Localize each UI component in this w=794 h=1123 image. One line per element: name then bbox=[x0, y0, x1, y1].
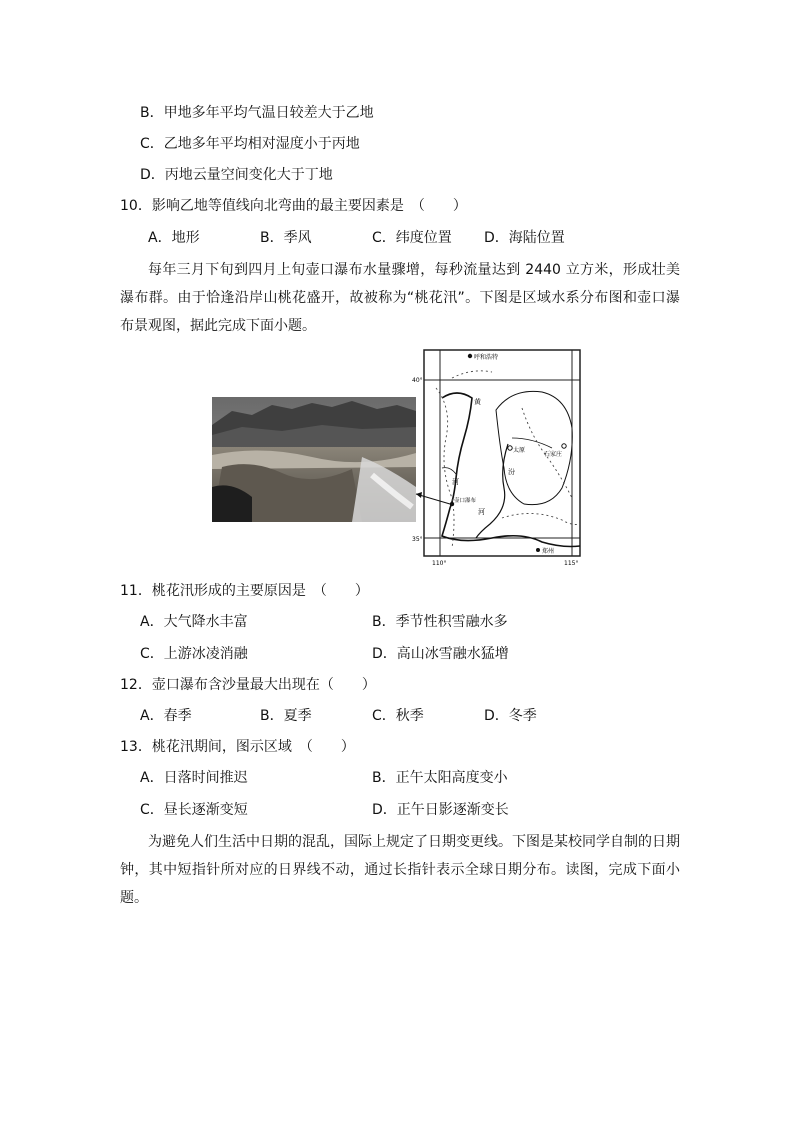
q13-option-d: D．正午日影逐渐变长 bbox=[372, 802, 509, 818]
q10-option-c: C．纬度位置 bbox=[372, 230, 452, 246]
q10-option-b: B．季风 bbox=[260, 230, 312, 246]
tick-lat40: 40° bbox=[412, 377, 423, 384]
tick-lon115: 115° bbox=[564, 560, 579, 567]
label-taiyuan: 太原 bbox=[513, 447, 526, 454]
passage-date-line bbox=[120, 828, 680, 912]
q12-option-d: D．冬季 bbox=[484, 708, 537, 724]
passage-peach-flood bbox=[120, 256, 680, 340]
q13-option-a: A．日落时间推迟 bbox=[140, 770, 248, 786]
label-river-he: 河 bbox=[452, 478, 459, 486]
q13-option-c: C．昼长逐渐变短 bbox=[140, 802, 248, 818]
q11-stem: 11．桃花汛形成的主要原因是 （ ） bbox=[120, 583, 369, 599]
q11-option-c: C．上游冰凌消融 bbox=[140, 646, 248, 662]
label-hohhot: 呼和浩特 bbox=[474, 354, 499, 361]
q13-stem: 13．桃花汛期间，图示区域 （ ） bbox=[120, 739, 355, 755]
q11-option-d: D．高山冰雪融水猛增 bbox=[372, 646, 509, 662]
zhengzhou-marker bbox=[536, 548, 540, 552]
passage-text: 为避免人们生活中日期的混乱，国际上规定了日期变更线。下图是某校同学自制的日期钟，其中短指针所对应的日界线不动，通过长指针表示全球日期分布。读图，完成下面小题。 bbox=[120, 834, 680, 906]
tick-lat35: 35° bbox=[412, 536, 423, 543]
q12-option-b: B．夏季 bbox=[260, 708, 312, 724]
label-river-he2: 河 bbox=[478, 508, 485, 516]
label-hukou: 壶口瀑布 bbox=[454, 498, 477, 504]
q12-option-c: C．秋季 bbox=[372, 708, 424, 724]
q10-option-d: D．海陆位置 bbox=[484, 230, 565, 246]
shijiazhuang-marker bbox=[562, 444, 566, 448]
hohhot-marker bbox=[468, 354, 472, 358]
regional-river-map bbox=[412, 348, 584, 570]
q9-option-b: B．甲地多年平均气温日较差大于乙地 bbox=[140, 105, 374, 121]
label-zhengzhou: 郑州 bbox=[542, 548, 555, 555]
q11-option-b: B．季节性积雪融水多 bbox=[372, 614, 508, 630]
q10-stem: 10．影响乙地等值线向北弯曲的最主要因素是 （ ） bbox=[120, 198, 467, 214]
label-river-fen: 汾 bbox=[508, 468, 515, 476]
label-shijiazhuang: 石家庄 bbox=[544, 451, 563, 458]
q12-option-a: A．春季 bbox=[140, 708, 192, 724]
q13-option-b: B．正午太阳高度变小 bbox=[372, 770, 508, 786]
q10-option-a: A．地形 bbox=[148, 230, 200, 246]
q9-option-c: C．乙地多年平均相对湿度小于丙地 bbox=[140, 136, 360, 152]
taiyuan-marker bbox=[508, 446, 512, 450]
q12-stem: 12．壶口瀑布含沙量最大出现在（ ） bbox=[120, 677, 376, 693]
q9-option-d: D．丙地云量空间变化大于丁地 bbox=[140, 167, 333, 183]
passage-text: 每年三月下旬到四月上旬壶口瀑布水量骤增，每秒流量达到 2440 立方米，形成壮美瀑布群。由于恰逢沿岸山桃花盛开，故被称为“桃花汛”。下图是区域水系分布图和壶口瀑布景观图，据此完成下面小题。 bbox=[120, 262, 680, 334]
label-river-huang: 黄 bbox=[474, 398, 481, 406]
q11-option-a: A．大气降水丰富 bbox=[140, 614, 248, 630]
tick-lon110: 110° bbox=[432, 560, 447, 567]
hukou-waterfall-photo bbox=[212, 397, 416, 522]
